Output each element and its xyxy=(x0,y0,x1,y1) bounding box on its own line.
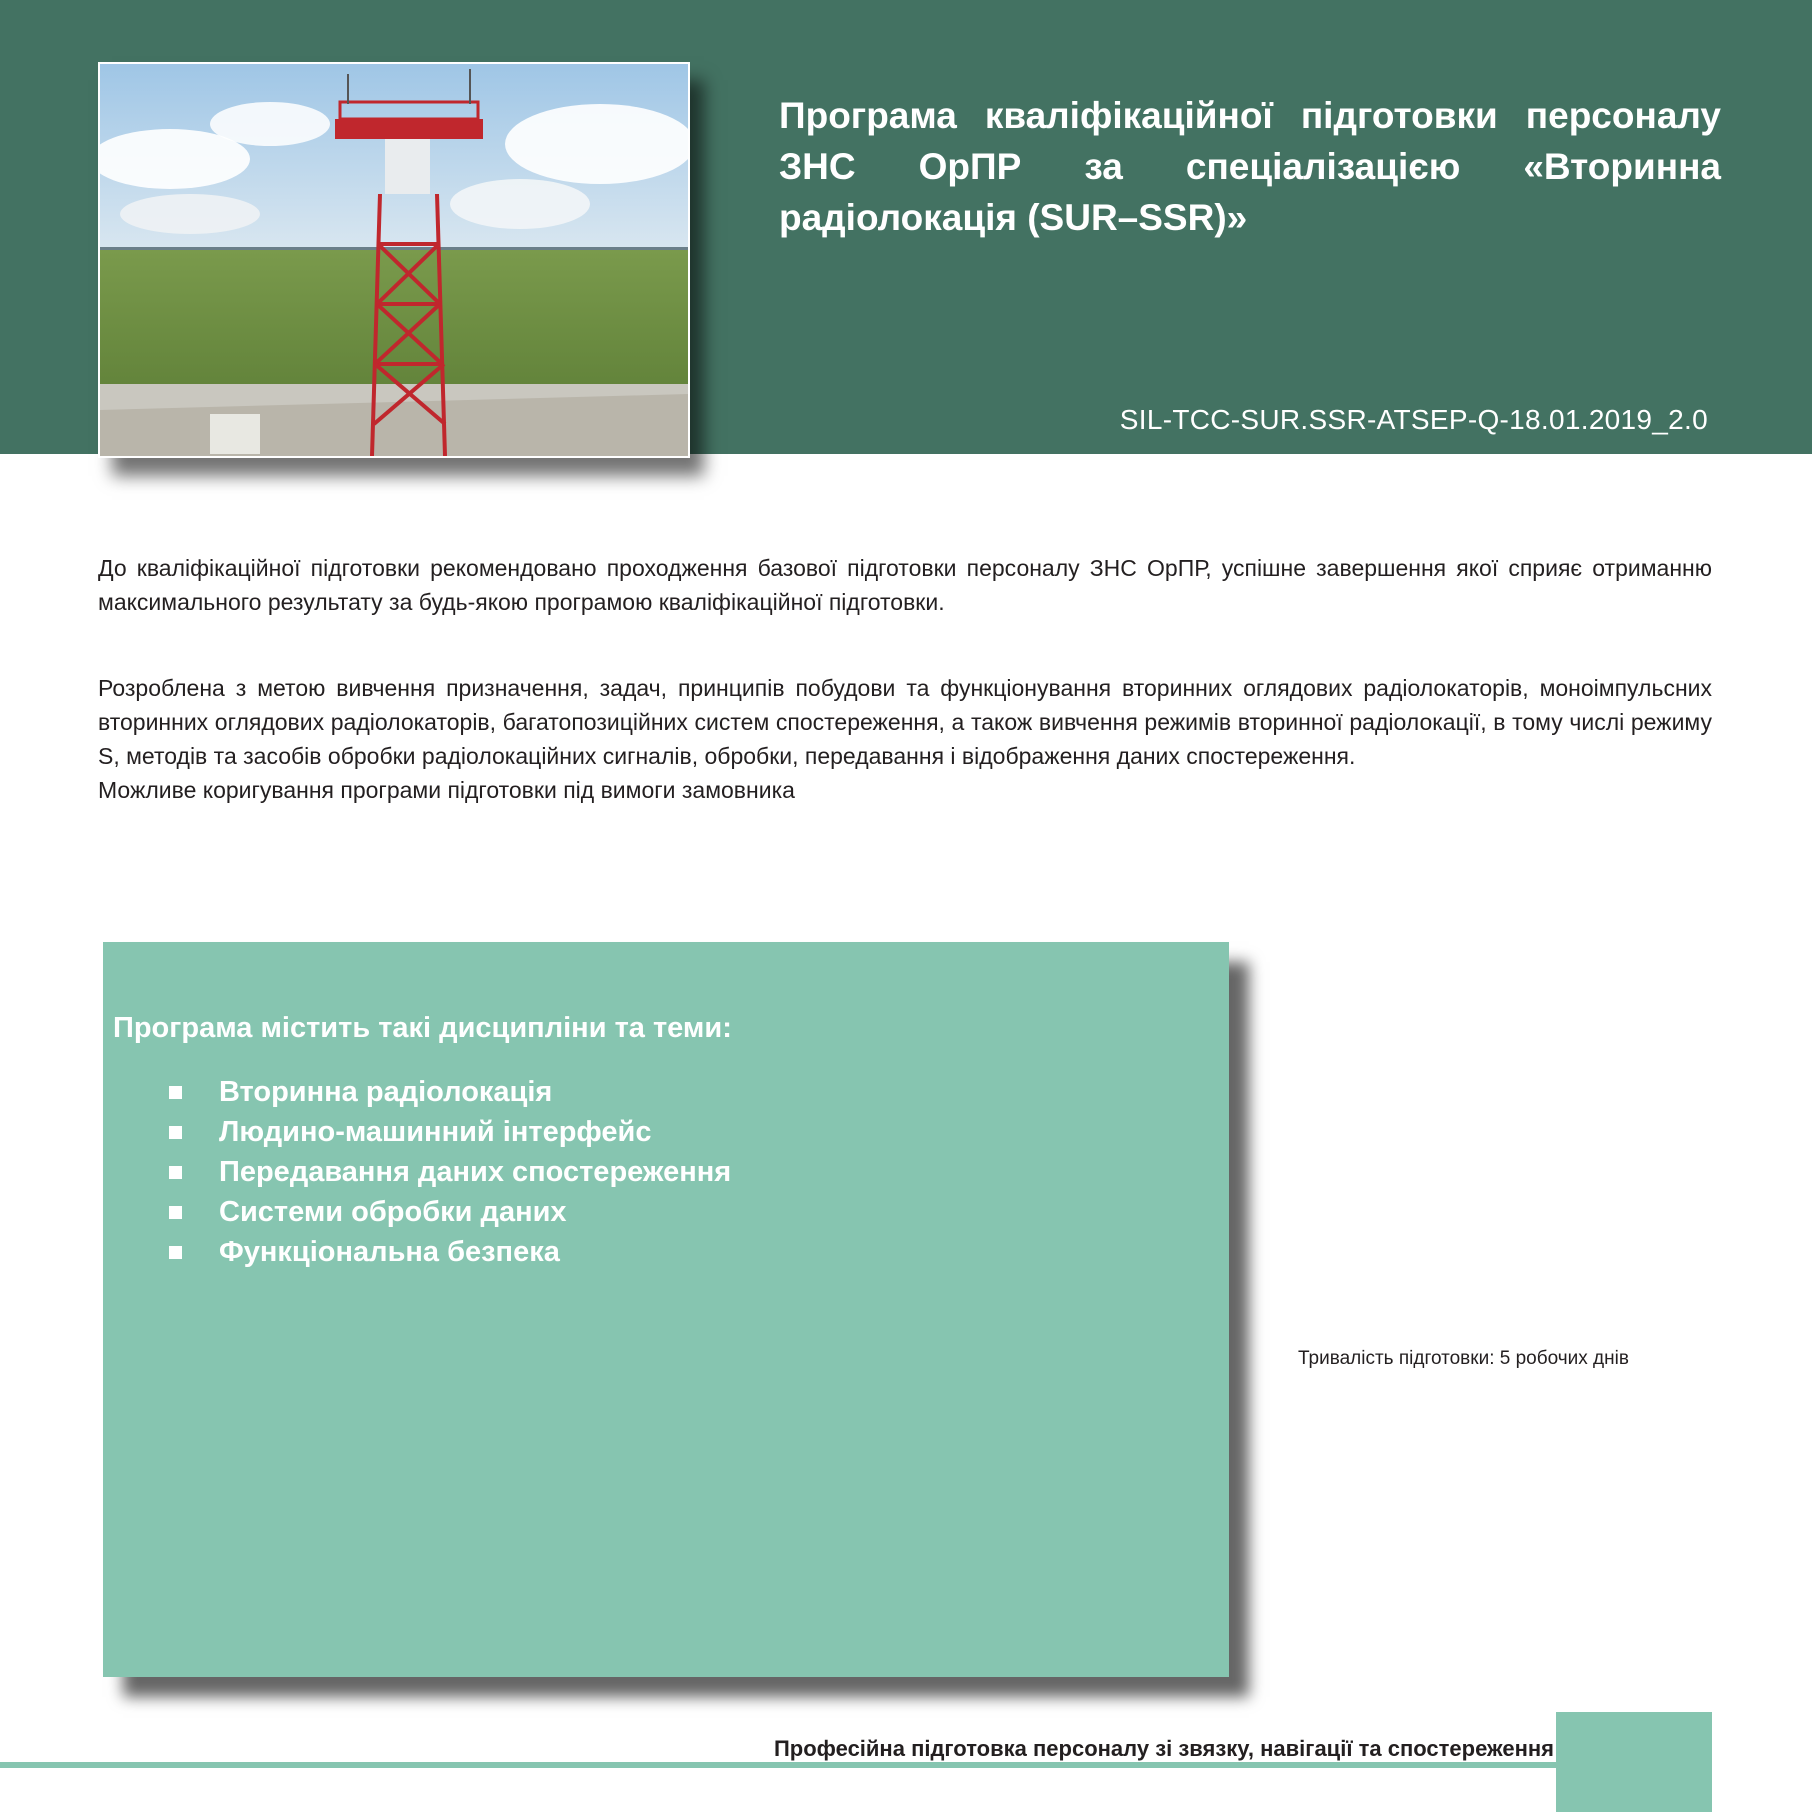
topic-label: Людино-машинний інтерфейс xyxy=(219,1115,652,1148)
topics-panel xyxy=(103,942,1229,1677)
topics-heading: Програма містить такі дисципліни та теми: xyxy=(113,1012,732,1044)
square-bullet-icon xyxy=(169,1126,182,1139)
square-bullet-icon xyxy=(169,1166,182,1179)
footer-rule xyxy=(0,1762,1560,1768)
topic-label: Вторинна радіолокація xyxy=(219,1075,553,1108)
topic-label: Передавання даних спостереження xyxy=(219,1155,732,1188)
radar-tower-photo xyxy=(98,62,690,458)
square-bullet-icon xyxy=(169,1206,182,1219)
topic-label: Системи обробки даних xyxy=(219,1195,567,1228)
footer-accent-block xyxy=(1556,1712,1712,1812)
list-item xyxy=(169,1232,731,1272)
description-text: Розроблена з метою вивчення призначення, задач, принципів побудови та функціонування вторинних оглядових радіолокаторів, моноімпульсних вторинних оглядових радіолокаторів, багатопозиційних систем спостереження, а також вивчення режимів вторинної радіолокації, в тому числі режиму S, методів та засобів обробки радіолокаційних сигналів, обробки, передавання і відображення даних спостереження. xyxy=(98,675,1712,769)
square-bullet-icon xyxy=(169,1246,182,1259)
list-item xyxy=(169,1072,731,1112)
list-item xyxy=(169,1152,731,1192)
square-bullet-icon xyxy=(169,1086,182,1099)
topics-list xyxy=(169,1072,731,1272)
training-duration: Тривалість підготовки: 5 робочих днів xyxy=(1298,1348,1629,1369)
list-item xyxy=(169,1112,731,1152)
topic-label: Функціональна безпека xyxy=(219,1235,560,1268)
list-item xyxy=(169,1192,731,1232)
customization-note: Можливе коригування програми підготовки під вимоги замовника xyxy=(98,777,795,803)
document-code: SIL-TCC-SUR.SSR-ATSEP-Q-18.01.2019_2.0 xyxy=(1119,404,1708,435)
footer-text: Професійна підготовка персоналу зі звязку, навігації та спостереження xyxy=(773,1736,1554,1761)
intro-text: До кваліфікаційної підготовки рекомендовано проходження базової підготовки персоналу ЗНС ОрПР, успішне завершення якої сприяє отриманню максимального результату за будь-якою програмою кваліфікаційної підготовки. xyxy=(98,555,1712,615)
description-paragraph xyxy=(98,671,1712,807)
intro-paragraph xyxy=(98,551,1712,619)
page-title: Програма кваліфікаційної підготовки персоналу ЗНС ОрПР за спеціалізацією «Вторинна радіолокація (SUR–SSR)» xyxy=(779,95,1721,238)
